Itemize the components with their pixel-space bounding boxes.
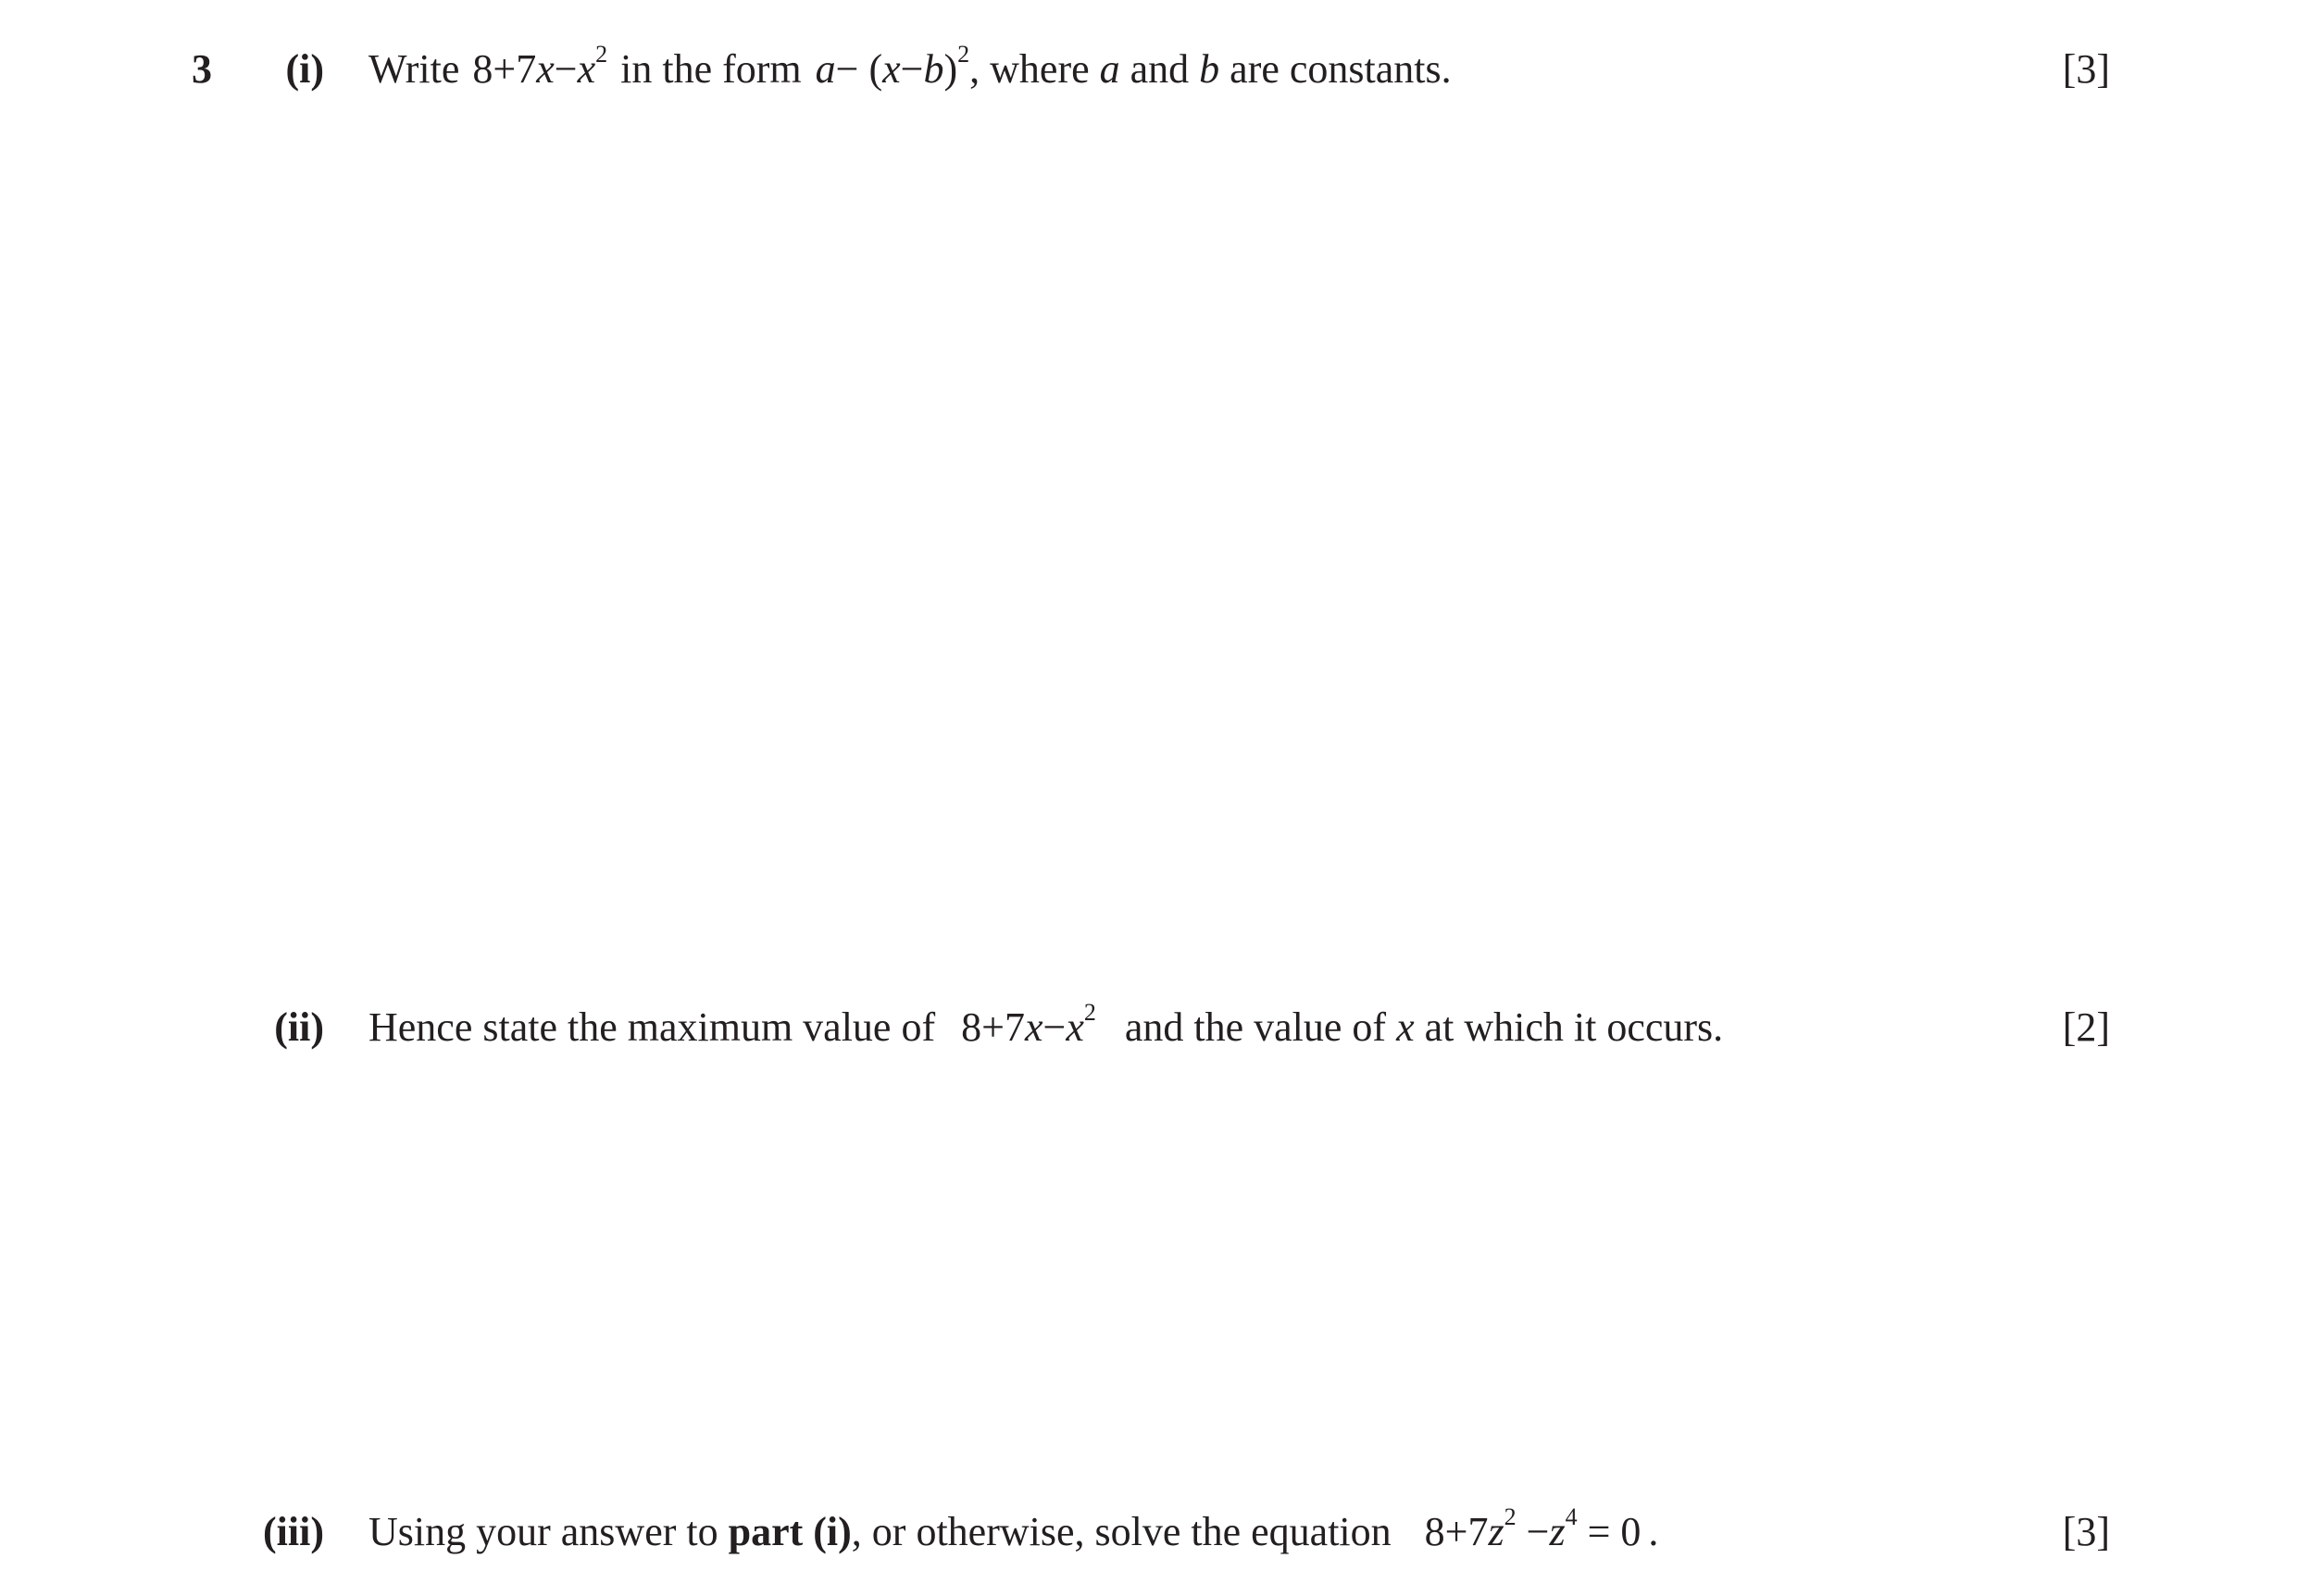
- part-i-after-3: are constants.: [1230, 46, 1452, 92]
- marks-part-ii: [2]: [2062, 1004, 2110, 1050]
- part-iii-equation: $8+7z^2 -z^4 = 0$: [1424, 1503, 1642, 1554]
- part-ii-text-before: Hence state the maximum value of: [368, 1004, 936, 1050]
- part-iii-text: [368, 1500, 1658, 1565]
- part-iii-text-before: Using your answer to: [368, 1509, 718, 1554]
- part-i-text: [368, 37, 1452, 102]
- var-x: x: [1396, 1004, 1415, 1050]
- part-i-after-2: and: [1130, 46, 1190, 92]
- var-a: a: [1099, 46, 1120, 92]
- question-3-part-iii: [0, 1500, 2297, 1565]
- part-ii-after-2: at which it occurs.: [1424, 1004, 1724, 1050]
- part-i-expression: $8+7x-x^2$: [472, 41, 608, 92]
- question-number: 3: [192, 46, 212, 92]
- part-label-i: (i): [285, 46, 324, 92]
- part-ii-after-1: and the value of: [1124, 1004, 1387, 1050]
- part-i-text-before: Write: [368, 46, 460, 92]
- part-iii-after: .: [1648, 1509, 1659, 1554]
- part-ii-text: [368, 995, 1723, 1060]
- part-iii-text-mid: , or otherwise, solve the equation: [851, 1509, 1392, 1554]
- marks-part-i: [3]: [2062, 46, 2110, 92]
- part-i-text-mid: in the form: [620, 46, 802, 92]
- part-i-after-1: , where: [969, 46, 1090, 92]
- part-i-reference: part (i): [728, 1509, 852, 1554]
- part-label-iii: (iii): [263, 1509, 324, 1554]
- part-i-form: $a- (x-b)^2$: [815, 41, 970, 92]
- part-ii-expression: $8+7x-x^2$: [961, 999, 1096, 1050]
- marks-part-iii: [3]: [2062, 1509, 2110, 1554]
- question-3-part-i: [0, 37, 2297, 102]
- var-b: b: [1199, 46, 1220, 92]
- question-3-part-ii: [0, 995, 2297, 1060]
- part-label-ii: (ii): [274, 1004, 324, 1050]
